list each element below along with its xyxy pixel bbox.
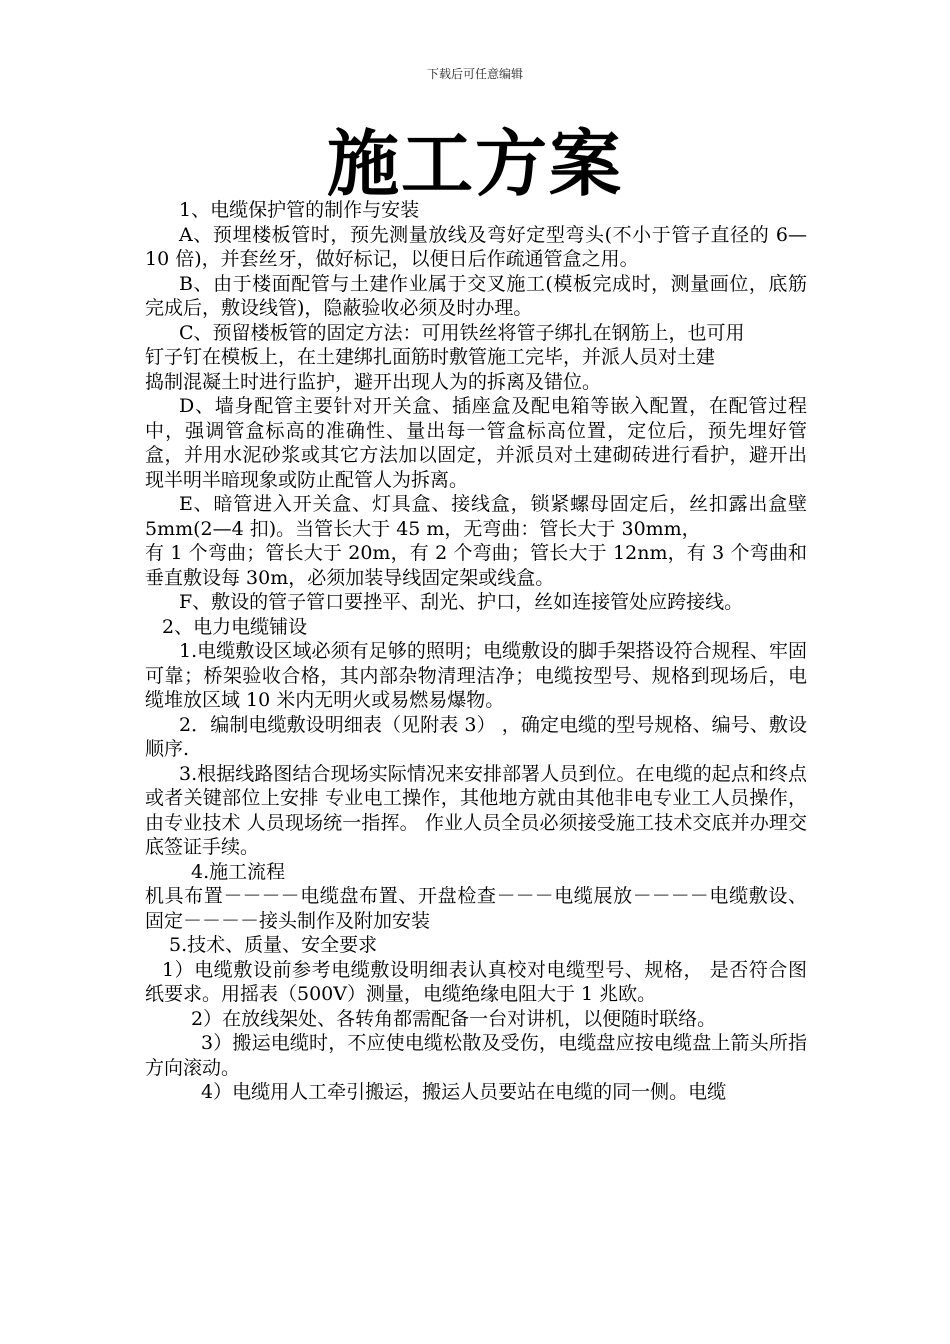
paragraph-2-1: 1.电缆敷设区域必须有足够的照明；电缆敷设的脚手架搭设符合规程、牢固可靠；桥架验收合格，其内部杂物清理洁净；电缆按型号、规格到现场后，电缆堆放区域 10 米内无明火或易燃易爆物。 bbox=[145, 640, 807, 711]
paragraph-b: B、由于楼面配管与土建作业属于交叉施工(模板完成时，测量画位，底筋完成后，敷设线管)，隐蔽验收必须及时办理。 bbox=[145, 272, 807, 319]
section-heading-4: 4.施工流程 bbox=[191, 860, 286, 883]
paragraph-c-line1: C、预留楼板管的固定方法：可用铁丝将管子绑扎在钢筋上，也可用 bbox=[179, 321, 745, 344]
paragraph-e-line2: 有 1 个弯曲；管长大于 20m，有 2 个弯曲；管长大于 12nm，有 3 个弯曲和垂直敷设每 30m，必须加装导线固定架或线盒。 bbox=[145, 542, 807, 589]
paragraph-c-line3: 捣制混凝土时进行监护，避开出现人为的拆离及错位。 bbox=[145, 370, 602, 393]
process-flow: 机具布置－－－－电缆盘布置、开盘检查－－－电缆展放－－－－电缆敷设、固定－－－－接头制作及附加安装 bbox=[145, 885, 807, 932]
page-header-note: 下载后可任意编辑 bbox=[426, 67, 523, 81]
document-body bbox=[145, 198, 807, 1105]
requirement-2: 2）在放线架处、各转角都需配备一台对讲机，以便随时联络。 bbox=[191, 1007, 717, 1030]
paragraph-d: D、墙身配管主要针对开关盒、插座盒及配电箱等嵌入配置，在配管过程中，强调管盒标高的准确性、量出每一管盒标高位置，定位后，预先埋好管盒，并用水泥砂浆或其它方法加以固定，并派员对土建砌砖进行看护，避开出现半明半暗现象或防止配管人为拆离。 bbox=[145, 395, 807, 491]
paragraph-f: F、敷设的管子管口要挫平、刮光、护口，丝如连接管处应跨接线。 bbox=[179, 591, 744, 613]
paragraph-c-line2: 钉子钉在模板上，在土建绑扎面筋时敷管施工完毕，并派人员对土建 bbox=[145, 346, 716, 368]
paragraph-2-3: 3.根据线路图结合现场实际情况来安排部署人员到位。在电缆的起点和终点或者关键部位上安排 专业电工操作，其他地方就由其他非电专业工人员操作，由专业技术 人员现场统一指挥。 作业人员全员必须接受施工技术交底并办理交底签证手续。 bbox=[145, 762, 807, 858]
paragraph-a: A、预埋楼板管时，预先测量放线及弯好定型弯头(不小于管子直径的 6—10 倍)，并套丝牙，做好标记，以便日后作疏通管盒之用。 bbox=[145, 223, 807, 270]
section-heading-1: 1、电缆保护管的制作与安装 bbox=[179, 199, 420, 221]
requirement-3: 3）搬运电缆时，不应使电缆松散及受伤，电缆盘应按电缆盘上箭头所指方向滚动。 bbox=[145, 1032, 807, 1079]
section-heading-2: 2、电力电缆铺设 bbox=[162, 615, 308, 638]
page-title: 施工方案 bbox=[326, 121, 623, 206]
requirement-4: 4）电缆用人工牵引搬运，搬运人员要站在电缆的同一侧。电缆 bbox=[201, 1081, 727, 1103]
section-heading-5: 5.技术、质量、安全要求 bbox=[169, 934, 378, 956]
paragraph-e-line1: E、暗管进入开关盒、灯具盒、接线盒，锁紧螺母固定后，丝扣露出盒壁 5mm(2—4 扣)。当管长大于 45 m，无弯曲：管长大于 30mm， bbox=[145, 493, 807, 540]
requirement-1: 1）电缆敷设前参考电缆敷设明细表认真校对电缆型号、规格， 是否符合图纸要求。用摇表（500V）测量，电缆绝缘电阻大于 1 兆欧。 bbox=[145, 958, 807, 1005]
paragraph-2-2: 2．编制电缆敷设明细表（见附表 3） ，确定电缆的型号规格、编号、敷设顺序. bbox=[145, 713, 807, 760]
